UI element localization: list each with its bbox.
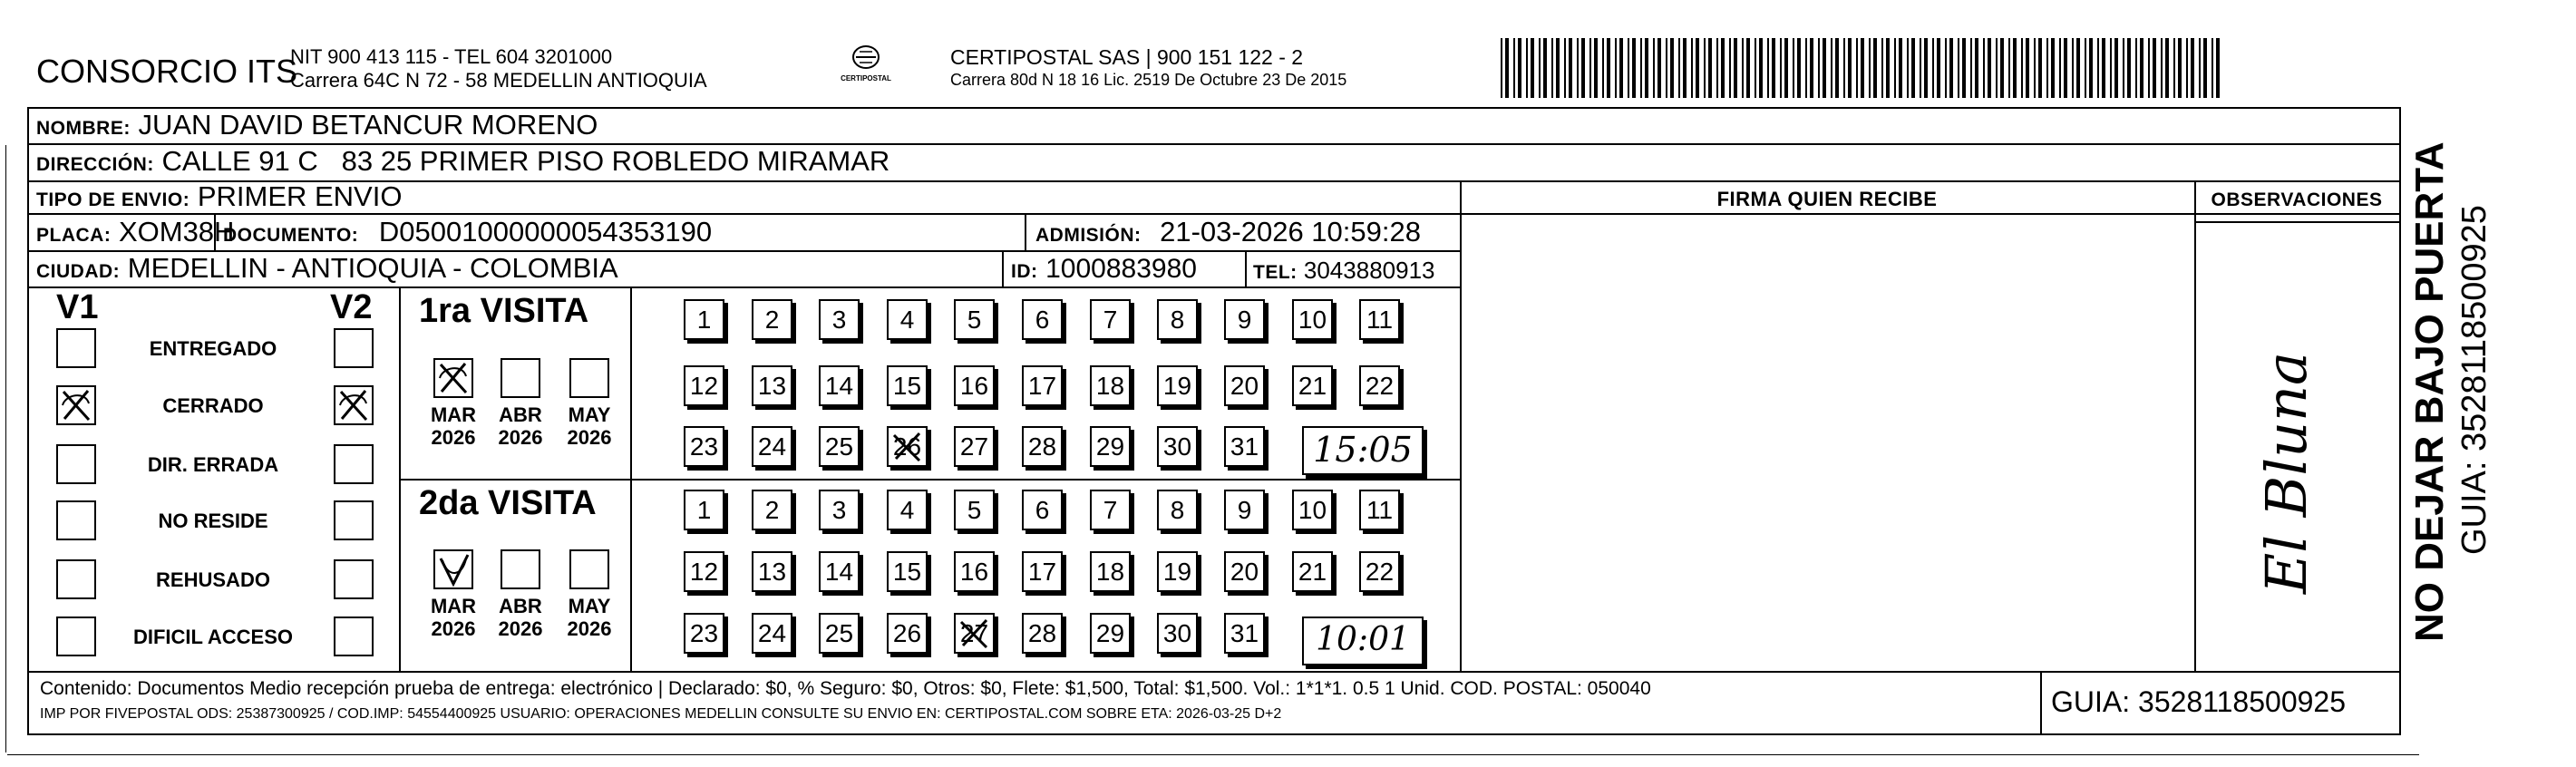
visit2-day-6[interactable]: 6 <box>1022 490 1063 530</box>
nombre-label: NOMBRE: <box>36 118 131 139</box>
v2-checkbox-dir-errada[interactable] <box>334 444 374 484</box>
visit1-day-13[interactable]: 13 <box>752 365 792 406</box>
visit1-time: 15:05 <box>1313 430 1413 470</box>
visit2-time: 10:01 <box>1316 621 1410 658</box>
nombre-value: JUAN DAVID BETANCUR MORENO <box>138 109 598 141</box>
visit2-day-8[interactable]: 8 <box>1157 490 1198 530</box>
observaciones-header: OBSERVACIONES <box>2211 189 2383 210</box>
visit1-title: 1ra VISITA <box>419 292 589 330</box>
tipo-label: TIPO DE ENVIO: <box>36 189 190 210</box>
id-row <box>1011 253 1197 287</box>
v1-checkbox-dir-errada[interactable] <box>56 444 96 484</box>
visit1-day-25[interactable]: 25 <box>819 426 860 467</box>
v1-checkbox-entregado[interactable] <box>56 328 96 368</box>
direccion-row <box>36 146 889 180</box>
admision-value: 21-03-2026 10:59:28 <box>1160 216 1421 248</box>
placa-value: XOM38H <box>118 216 235 248</box>
status-label-dir-errada: DIR. ERRADA <box>147 453 279 476</box>
visit2-day-5[interactable]: 5 <box>954 490 995 530</box>
v2-label: V2 <box>330 288 373 326</box>
visit1-day-5[interactable]: 5 <box>954 299 995 340</box>
visit2-day-23[interactable]: 23 <box>684 613 724 654</box>
id-value: 1000883980 <box>1045 254 1197 284</box>
visit2-day-10[interactable]: 10 <box>1292 490 1333 530</box>
status-label-dificil-acceso: DIFICIL ACCESO <box>132 626 293 648</box>
visit2-months-label-may: MAY 2026 <box>567 595 612 640</box>
visit1-months-label-may: MAY 2026 <box>567 403 612 449</box>
visit1-day-31[interactable]: 31 <box>1224 426 1265 467</box>
visit1-months-label-abr: ABR 2026 <box>498 403 543 449</box>
visit2-day-4[interactable]: 4 <box>887 490 928 530</box>
documento-label: DOCUMENTO: <box>223 225 359 246</box>
tel-value: 3043880913 <box>1303 257 1435 284</box>
tipo-value: PRIMER ENVIO <box>197 180 403 212</box>
visit2-day-14[interactable]: 14 <box>819 551 860 592</box>
visit2-months-label-abr: ABR 2026 <box>498 595 543 640</box>
visit1-day-28[interactable]: 28 <box>1022 426 1063 467</box>
admision-row <box>1035 217 1421 251</box>
v2-checkbox-dificil-acceso[interactable] <box>334 617 374 656</box>
footer-line1: Contenido: Documentos Medio recepción prueba de entrega: electrónico | Declarado: $0, % Seguro: $0, Otros: $0, Flete: $1,500, Total: $1,500. Vol.: 1*1*1. 0.5 1 Unid. COD. POSTAL: 050040 <box>40 678 1651 699</box>
visit2-day-30[interactable]: 30 <box>1157 613 1198 654</box>
visit2-day-19[interactable]: 19 <box>1157 551 1198 592</box>
ciudad-value: MEDELLIN - ANTIOQUIA - COLOMBIA <box>127 252 618 284</box>
visit1-day-23[interactable]: 23 <box>684 426 724 467</box>
visit2-day-25[interactable]: 25 <box>819 613 860 654</box>
ciudad-row <box>36 253 618 287</box>
v2-checkbox-rehusado[interactable] <box>334 559 374 599</box>
visit1-day-14[interactable]: 14 <box>819 365 860 406</box>
status-label-rehusado: REHUSADO <box>156 568 270 591</box>
side-guia: GUIA: 3528118500925 <box>2455 205 2493 555</box>
visit2-day-15[interactable]: 15 <box>887 551 928 592</box>
visit1-day-24[interactable]: 24 <box>752 426 792 467</box>
visit2-day-7[interactable]: 7 <box>1090 490 1131 530</box>
ciudad-label: CIUDAD: <box>36 261 121 282</box>
visit2-months-box-mar[interactable] <box>433 549 473 589</box>
visit2-day-31[interactable]: 31 <box>1224 613 1265 654</box>
visit1-day-8[interactable]: 8 <box>1157 299 1198 340</box>
visit1-months-box-may[interactable] <box>569 358 609 398</box>
visit1-time-box <box>1302 426 1424 475</box>
company-nit: NIT 900 413 115 - TEL 604 3201000 <box>290 45 613 68</box>
visit1-day-11[interactable]: 11 <box>1359 299 1400 340</box>
visit1-day-19[interactable]: 19 <box>1157 365 1198 406</box>
v1-checkbox-dificil-acceso[interactable] <box>56 617 96 656</box>
signature: El Bluna <box>2253 351 2319 594</box>
visit2-day-2[interactable]: 2 <box>752 490 792 530</box>
visit1-day-15[interactable]: 15 <box>887 365 928 406</box>
visit1-months-box-mar[interactable] <box>433 358 473 398</box>
visit2-months-box-abr[interactable] <box>501 549 540 589</box>
visit2-day-24[interactable]: 24 <box>752 613 792 654</box>
visit1-day-12[interactable]: 12 <box>684 365 724 406</box>
visit1-day-6[interactable]: 6 <box>1022 299 1063 340</box>
visit2-day-20[interactable]: 20 <box>1224 551 1265 592</box>
v1-checkbox-cerrado[interactable] <box>56 385 96 425</box>
direccion-value: CALLE 91 C 83 25 PRIMER PISO ROBLEDO MIRAMAR <box>161 145 890 177</box>
company-name: CONSORCIO ITS <box>36 53 298 90</box>
barcode <box>1501 38 2226 98</box>
carrier-name: CERTIPOSTAL SAS | 900 151 122 - 2 <box>950 45 1304 69</box>
visit2-day-29[interactable]: 29 <box>1090 613 1131 654</box>
visit1-day-3[interactable]: 3 <box>819 299 860 340</box>
visit2-day-16[interactable]: 16 <box>954 551 995 592</box>
visit1-day-9[interactable]: 9 <box>1224 299 1265 340</box>
visit2-day-11[interactable]: 11 <box>1359 490 1400 530</box>
visit2-day-1[interactable]: 1 <box>684 490 724 530</box>
status-label-entregado: ENTREGADO <box>149 337 277 360</box>
visit2-time-box <box>1302 617 1424 665</box>
placa-label: PLACA: <box>36 225 112 246</box>
placa-row <box>36 217 234 251</box>
tel-row <box>1253 255 1435 288</box>
visit1-day-4[interactable]: 4 <box>887 299 928 340</box>
visit1-day-2[interactable]: 2 <box>752 299 792 340</box>
v2-checkbox-entregado[interactable] <box>334 328 374 368</box>
footer-guia: GUIA: 3528118500925 <box>2051 685 2346 718</box>
direccion-label: DIRECCIÓN: <box>36 154 154 175</box>
company-address: Carrera 64C N 72 - 58 MEDELLIN ANTIOQUIA <box>290 69 707 92</box>
v2-checkbox-cerrado[interactable] <box>334 385 374 425</box>
visit1-day-1[interactable]: 1 <box>684 299 724 340</box>
visit2-day-12[interactable]: 12 <box>684 551 724 592</box>
visit1-day-10[interactable]: 10 <box>1292 299 1333 340</box>
visit2-day-26[interactable]: 26 <box>887 613 928 654</box>
visit1-day-30[interactable]: 30 <box>1157 426 1198 467</box>
footer-line2: IMP POR FIVEPOSTAL ODS: 25387300925 / COD.IMP: 54554400925 USUARIO: OPERACIONES MEDELLIN CONSULTE SU ENVIO EN: CERTIPOSTAL.COM SOBRE ETA: 2026-03-25 D+2 <box>40 706 1282 722</box>
side-warning: NO DEJAR BAJO PUERTA <box>2407 141 2452 642</box>
visit2-day-9[interactable]: 9 <box>1224 490 1265 530</box>
visit2-months-box-may[interactable] <box>569 549 609 589</box>
carrier-address: Carrera 80d N 18 16 Lic. 2519 De Octubre 23 De 2015 <box>950 71 1347 89</box>
visit2-title: 2da VISITA <box>419 484 597 522</box>
tipo-row <box>36 181 402 216</box>
status-label-no-reside: NO RESIDE <box>158 510 268 532</box>
visit1-day-29[interactable]: 29 <box>1090 426 1131 467</box>
visit1-day-27[interactable]: 27 <box>954 426 995 467</box>
visit2-day-17[interactable]: 17 <box>1022 551 1063 592</box>
visit2-day-21[interactable]: 21 <box>1292 551 1333 592</box>
firma-header: FIRMA QUIEN RECIBE <box>1716 188 1938 210</box>
visit1-day-18[interactable]: 18 <box>1090 365 1131 406</box>
documento-value: D05001000000054353190 <box>378 216 713 248</box>
tel-label: TEL: <box>1253 262 1298 283</box>
visit1-months-label-mar: MAR 2026 <box>430 403 477 449</box>
id-label: ID: <box>1011 261 1038 282</box>
admision-label: ADMISIÓN: <box>1035 225 1142 246</box>
visit2-day-27[interactable]: 27 <box>954 613 995 654</box>
visit2-day-13[interactable]: 13 <box>752 551 792 592</box>
v2-checkbox-no-reside[interactable] <box>334 500 374 540</box>
visit2-months-label-mar: MAR 2026 <box>430 595 477 640</box>
v1-checkbox-no-reside[interactable] <box>56 500 96 540</box>
visit1-day-26[interactable]: 26 <box>887 426 928 467</box>
logo-text: CERTIPOSTAL <box>841 74 891 83</box>
documento-row <box>223 217 712 251</box>
v1-label: V1 <box>56 288 99 326</box>
visit1-day-21[interactable]: 21 <box>1292 365 1333 406</box>
visit1-day-20[interactable]: 20 <box>1224 365 1265 406</box>
visit1-day-16[interactable]: 16 <box>954 365 995 406</box>
visit1-day-17[interactable]: 17 <box>1022 365 1063 406</box>
certipostal-logo <box>834 44 898 89</box>
visit2-day-3[interactable]: 3 <box>819 490 860 530</box>
visit1-months-box-abr[interactable] <box>501 358 540 398</box>
v1-checkbox-rehusado[interactable] <box>56 559 96 599</box>
visit2-day-18[interactable]: 18 <box>1090 551 1131 592</box>
nombre-row <box>36 110 598 144</box>
visit2-day-22[interactable]: 22 <box>1359 551 1400 592</box>
visit1-day-7[interactable]: 7 <box>1090 299 1131 340</box>
visit2-day-28[interactable]: 28 <box>1022 613 1063 654</box>
visit1-day-22[interactable]: 22 <box>1359 365 1400 406</box>
status-label-cerrado: CERRADO <box>162 394 264 417</box>
